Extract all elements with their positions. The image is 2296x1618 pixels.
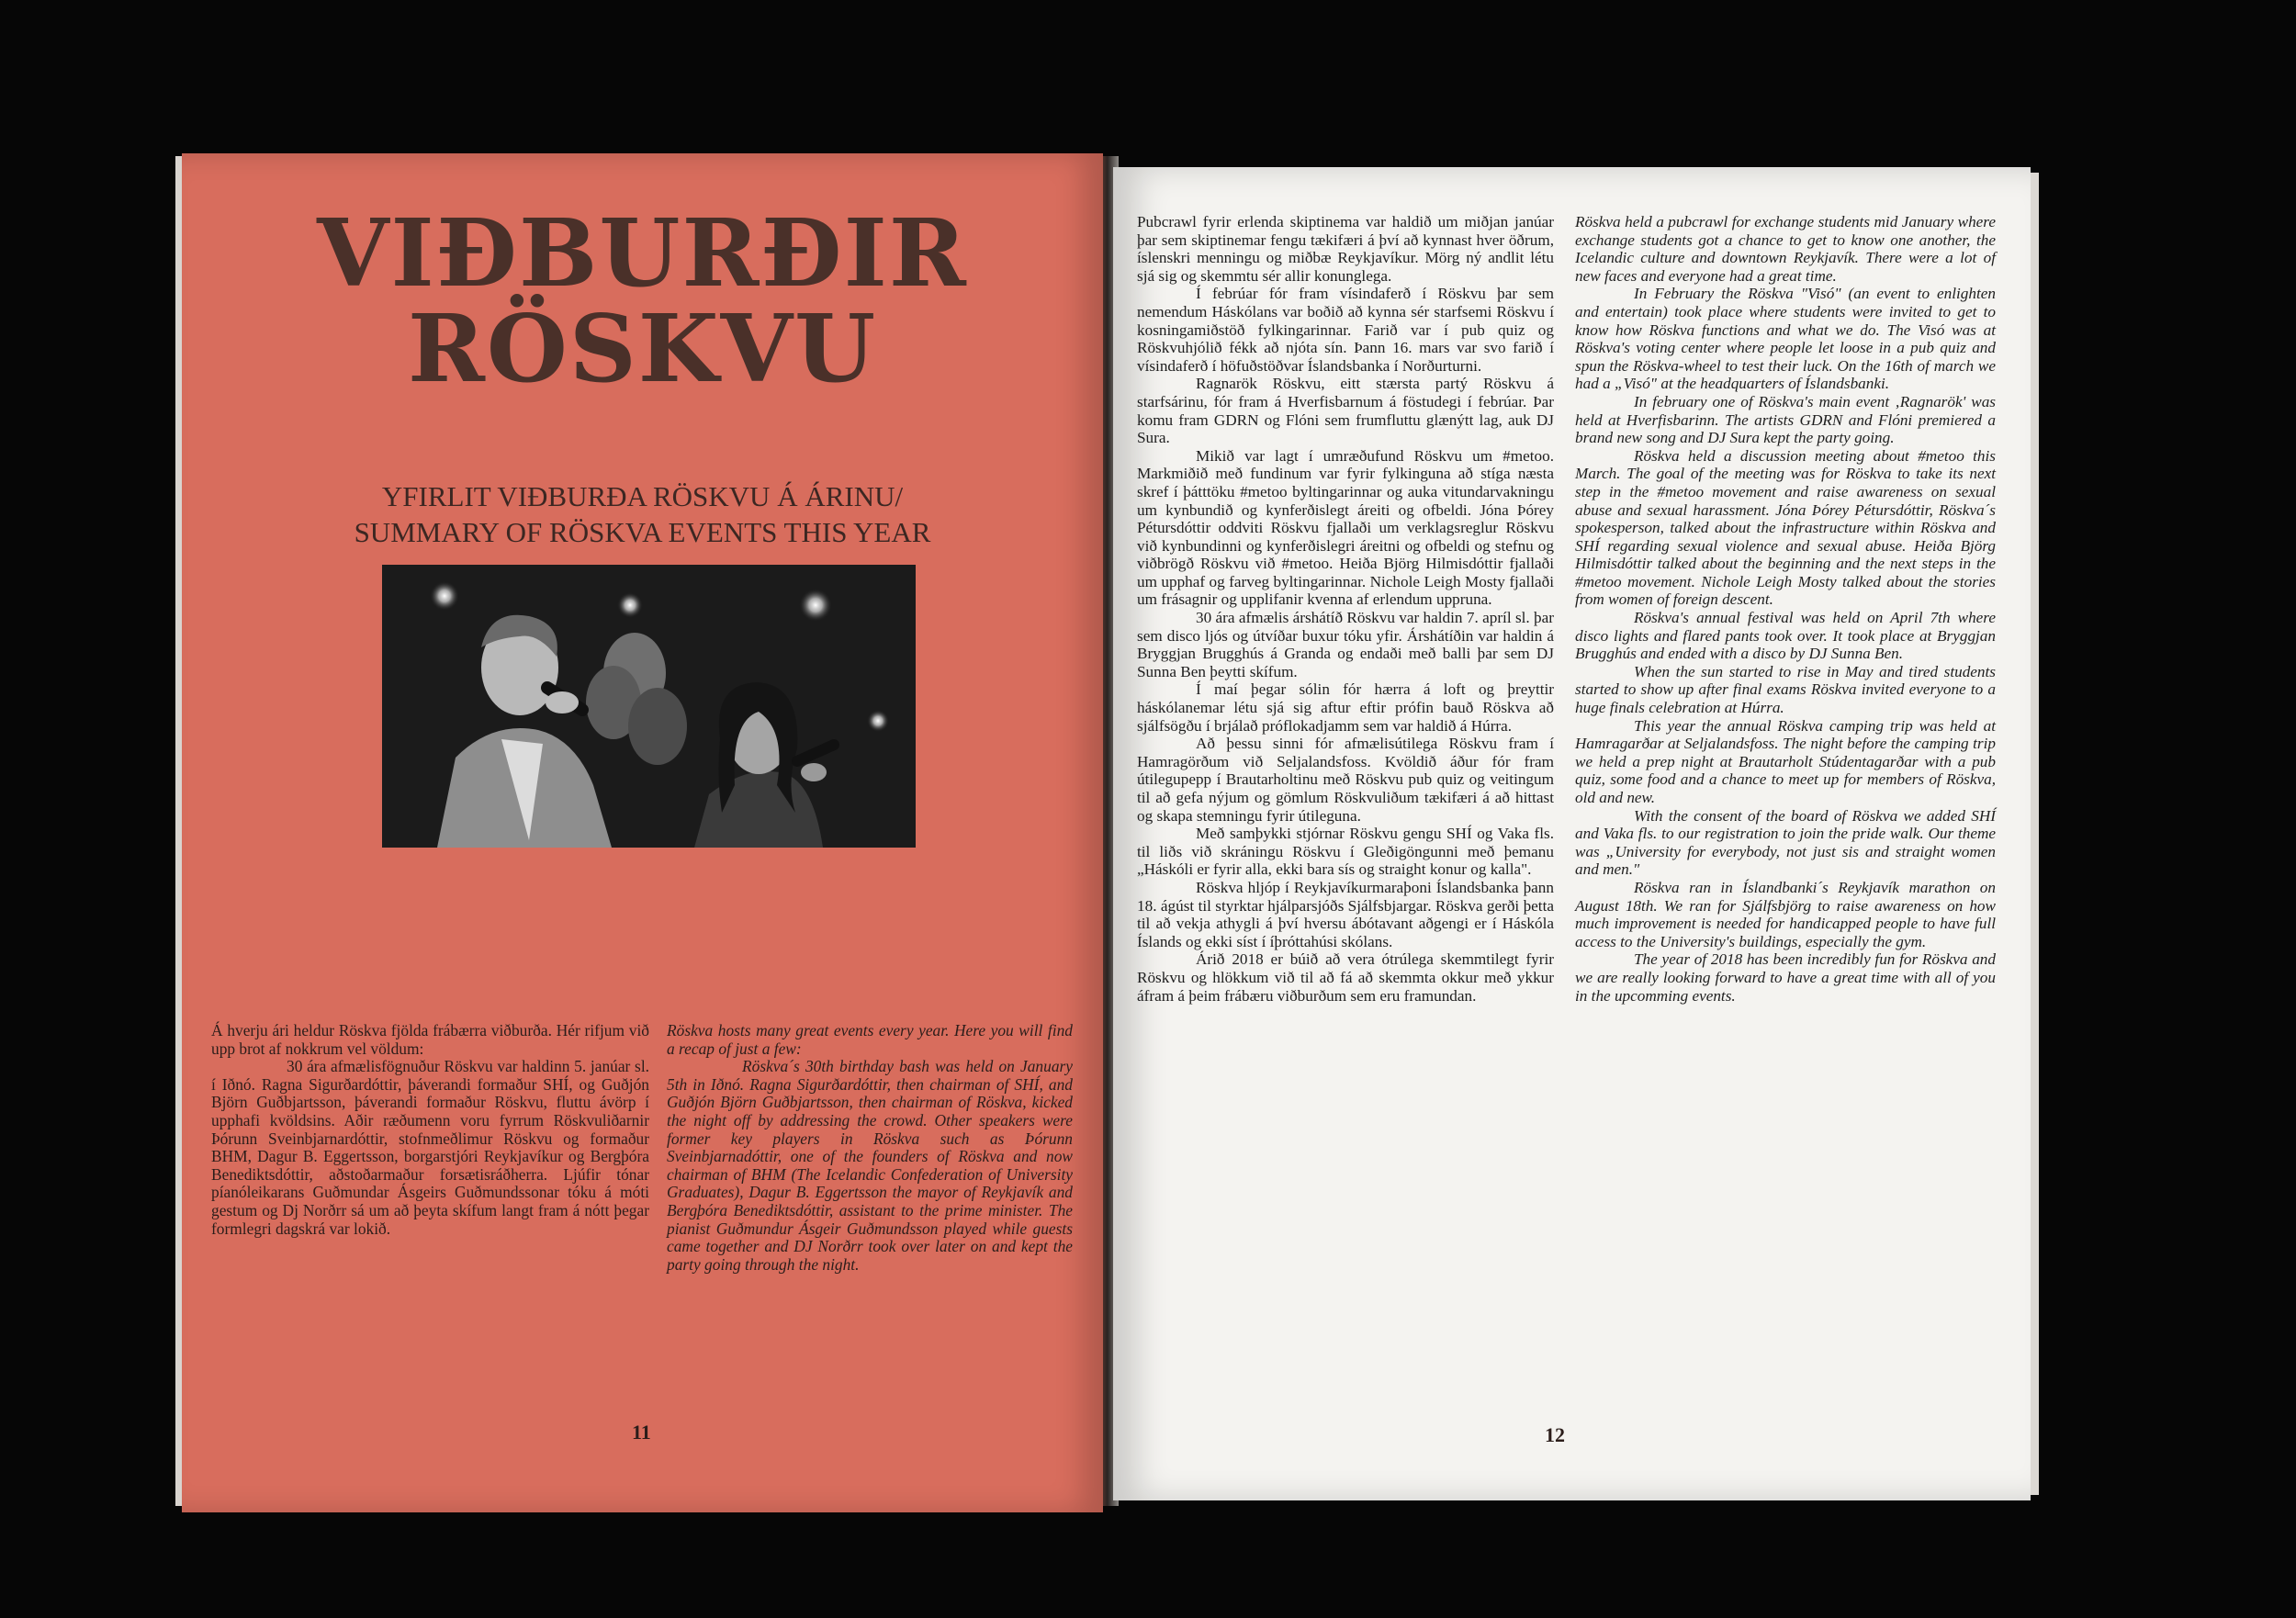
- event-photo: [382, 565, 916, 848]
- icelandic-events-column: [1137, 213, 1554, 1005]
- icelandic-paragraph: Í maí þegar sólin fór hærra á loft og þreyttir háskólanemar létu sjá sig aftur eftir prófin bauð Röskva að sjálfsögðu í brjálað próflokadjamm sem var haldið á Húrra.: [1137, 680, 1554, 735]
- english-paragraph: The year of 2018 has been incredibly fun for Röskva and we are really looking forward to have a great time with all of you in the upcomming events.: [1575, 950, 1996, 1005]
- english-paragraph: When the sun started to rise in May and tired students started to show up after final exams Röskva invited everyone to a huge finals celebration at Húrra.: [1575, 662, 1996, 717]
- english-paragraph: With the consent of the board of Röskva we added SHÍ and Vaka fls. to our registration to join the pride walk. Our theme was „University for everybody, not just sis and straight women and men.": [1575, 806, 1996, 879]
- icelandic-paragraph: 30 ára afmælis árshátíð Röskvu var haldin 7. apríl sl. þar sem disco ljós og útvíðar buxur tóku yfir. Árshátíðin var haldin á Bryggjan Brugghús á Granda og endaði með balli þar sem DJ Sunna Ben þeytti skífum.: [1137, 609, 1554, 680]
- icelandic-paragraph: Í febrúar fór fram vísindaferð í Röskvu þar sem nemendum Háskólans var boðið að kynna sér starfsemi Röskvu í kosningamiðstöð fylkingarinnar. Farið var í pub quiz og Röskvuhjólið fékk að njóta sín. Þann 16. mars var svo farið í vísindaferð í höfuðstöðvar Íslandsbanka í Norðurturni.: [1137, 285, 1554, 375]
- icelandic-intro-column: [211, 1022, 649, 1238]
- icelandic-paragraph: Árið 2018 er búið að vera ótrúlega skemmtilegt fyrir Röskvu og hlökkum við til að fá að skemmta okkur með ykkur áfram á þeim frábæru viðburðum sem eru framundan.: [1137, 950, 1554, 1005]
- english-paragraph: This year the annual Röskva camping trip was held at Hamragarðar at Seljalandsfoss. The night before the camping trip we held a prep night at Brautarholt Stúdentagarðar with a pub quiz, some food and a chance to meet up for members of Röskva, old and new.: [1575, 716, 1996, 806]
- page-number: 12: [1545, 1423, 1565, 1446]
- english-paragraph: Röskva hosts many great events every year. Here you will find a recap of just a few:: [667, 1021, 1073, 1058]
- icelandic-paragraph: Mikið var lagt í umræðufund Röskvu um #metoo. Markmiðið með fundinum var fyrir fylkinguna að stíga næsta skref í þátttöku #metoo byltingarinnar og auka vitundarvakningu um kynbundið og kynferðislegt áreiti og ofbeldi. Jóna Þórey Pétursdóttir oddviti Röskvu fjallaði um verklagsreglur Röskvu við kynbundinni og kynferðislegri áreitni og ofbeldi og stefnu og viðbrögð Röskvu við #metoo. Heiða Björg Hilmisdóttir fjallaði um upphaf og farveg byltingarinnar. Nichole Leigh Mosty fjallaði um frásagnir og upplifanir kvenna af erlendum uppruna.: [1137, 446, 1554, 609]
- page-number: 11: [632, 1421, 651, 1444]
- english-paragraph: Röskva held a pubcrawl for exchange students mid January where exchange students got a chance to get to know one another, the Icelandic culture and downtown Reykjavík. There were a lot of new faces and everyone had a great time.: [1575, 213, 1996, 285]
- english-paragraph: In February the Röskva "Visó" (an event to enlighten and entertain) took place where students were invited to get to know how Röskva functions and what we do. The Visó was at Röskva's voting center where people let loose in a pub quiz and spun the Röskva-wheel to test their luck. On the 16th of march we had a „Visó" at the headquarters of Íslandsbanki.: [1575, 285, 1996, 393]
- subtitle-line-2: SUMMARY OF RÖSKVA EVENTS THIS YEAR: [354, 516, 931, 548]
- title-line-1: VIÐBURÐIR: [317, 198, 968, 308]
- icelandic-paragraph: Pubcrawl fyrir erlenda skiptinema var haldið um miðjan janúar þar sem skiptinemar fengu tækifæri á því að kynnast hver öðrum, íslenskri menningu og miðbæ Reykjavíkur. Mörg ný andlit létu sjá sig og skemmtu sér allir konunglega.: [1137, 213, 1554, 285]
- english-paragraph: Röskva held a discussion meeting about #metoo this March. The goal of the meeting was for Röskva to take its next step in the #metoo movement and raise awareness on sexual abuse and sexual harassment. Jóna Þórey Pétursdóttir, Röskva´s spokesperson, talked about the infrastructure within Röskva and SHÍ regarding sexual violence and sexual abuse. Heiða Björg Hilmisdóttir talked about the beginning and the next steps in the #metoo movement. Nichole Leigh Mosty talked about the stories from women of foreign descent.: [1575, 446, 1996, 609]
- icelandic-paragraph: Að þessu sinni fór afmælisútilega Röskvu fram í Hamragörðum við Seljalandsfoss. Kvöldið áður fór fram útilegupepp í Brautarholtinu með Röskvu pub quiz og veitingum til að gefa nýjum og gömlum Röskvuliðum tækifæri á að hittast og skapa stemningu fyrir útileguna.: [1137, 735, 1554, 825]
- right-page: [1113, 167, 2031, 1500]
- english-paragraph: In february one of Röskva's main event ‚Ragnarök' was held at Hverfisbarinn. The artists GDRN and Flóni premiered a brand new song and DJ Sura kept the party going.: [1575, 392, 1996, 447]
- icelandic-paragraph: 30 ára afmælisfögnuður Röskvu var haldinn 5. janúar sl. í Iðnó. Ragna Sigurðardóttir, þáverandi formaður SHÍ, og Guðjón Björn Guðbjartsson, þáverandi formaður Röskvu, fluttu ávörp í upphafi kvöldsins. Aðir ræðumenn voru fyrrum Röskvuliðarnir Þórunn Sveinbjarnardóttir, stofnmeðlimur Röskvu og formaður BHM, Dagur B. Eggertsson, borgarstjóri Reykjavíkur og Bergþóra Benediktsdóttir, aðstoðarmaður forsætisráðherra. Ljúfir tónar píanóleikarans Guðmundar Ásgeirs Guðmundssonar tóku á móti gestum og Dj Norðrr sá um að þeyta skífum langt fram á nótt þegar formlegri dagskrá var lokið.: [211, 1057, 649, 1238]
- title-line-2: RÖSKVU: [407, 294, 878, 403]
- english-intro-column: [667, 1022, 1073, 1274]
- icelandic-paragraph: Á hverju ári heldur Röskva fjölda frábærra viðburða. Hér rifjum við upp brot af nokkrum vel völdum:: [211, 1021, 649, 1058]
- english-events-column: [1575, 213, 1996, 1005]
- subtitle-line-1: YFIRLIT VIÐBURÐA RÖSKVU Á ÁRINU/: [381, 480, 904, 512]
- icelandic-paragraph: Ragnarök Röskvu, eitt stærsta partý Röskvu á starfsárinu, fór fram á Hverfisbarnum á föstudegi í febrúar. Þar komu fram GDRN og Flóni sem frumfluttu glænýtt lag, auk DJ Sura.: [1137, 375, 1554, 447]
- left-page: [182, 153, 1103, 1512]
- english-paragraph: Röskva's annual festival was held on April 7th where disco lights and flared pants took over. It took place at Bryggjan Brugghús and ended with a disco by DJ Sunna Ben.: [1575, 609, 1996, 663]
- english-paragraph: Röskva´s 30th birthday bash was held on January 5th in Iðnó. Ragna Sigurðardóttir, then chairman of SHÍ, and Guðjón Björn Guðbjartsson, then chairman of Röskva, kicked the night off by addressing the crowd. Other speakers were former key players in Röskva such as Þórunn Sveinbjarnadóttir, one of the founders of Röskva and now chairman of BHM (The Icelandic Confederation of University Graduates), Dagur B. Eggertsson the mayor of Reykjavík and Bergþóra Benediktsdóttir, assistant to the prime minister. The pianist Guðmundur Ásgeir Guðmundsson played while guests came together and DJ Norðrr took over later on and kept the party going through the night.: [667, 1057, 1073, 1274]
- english-paragraph: Röskva ran in Íslandbanki´s Reykjavík marathon on August 18th. We ran for Sjálfsbjörg to raise awareness on how much improvement is needed for handicapped people to have full access to the University's buildings, especially the gym.: [1575, 878, 1996, 950]
- icelandic-paragraph: Með samþykki stjórnar Röskvu gengu SHÍ og Vaka fls. til liðs við skráningu Röskvu í Gleðigöngunni með þemanu „Háskóli er fyrir alla, ekki bara sís og straight konur og kalla".: [1137, 825, 1554, 879]
- icelandic-paragraph: Röskva hljóp í Reykjavíkurmaraþoni Íslandsbanka þann 18. ágúst til styrktar hjálparsjóðs Sjálfsbjargar. Röskva gerði þetta til að vekja athygli á því hversu ábótavant aðgengi er í Háskóla Íslands og ekki síst í íþróttahúsi skólans.: [1137, 878, 1554, 950]
